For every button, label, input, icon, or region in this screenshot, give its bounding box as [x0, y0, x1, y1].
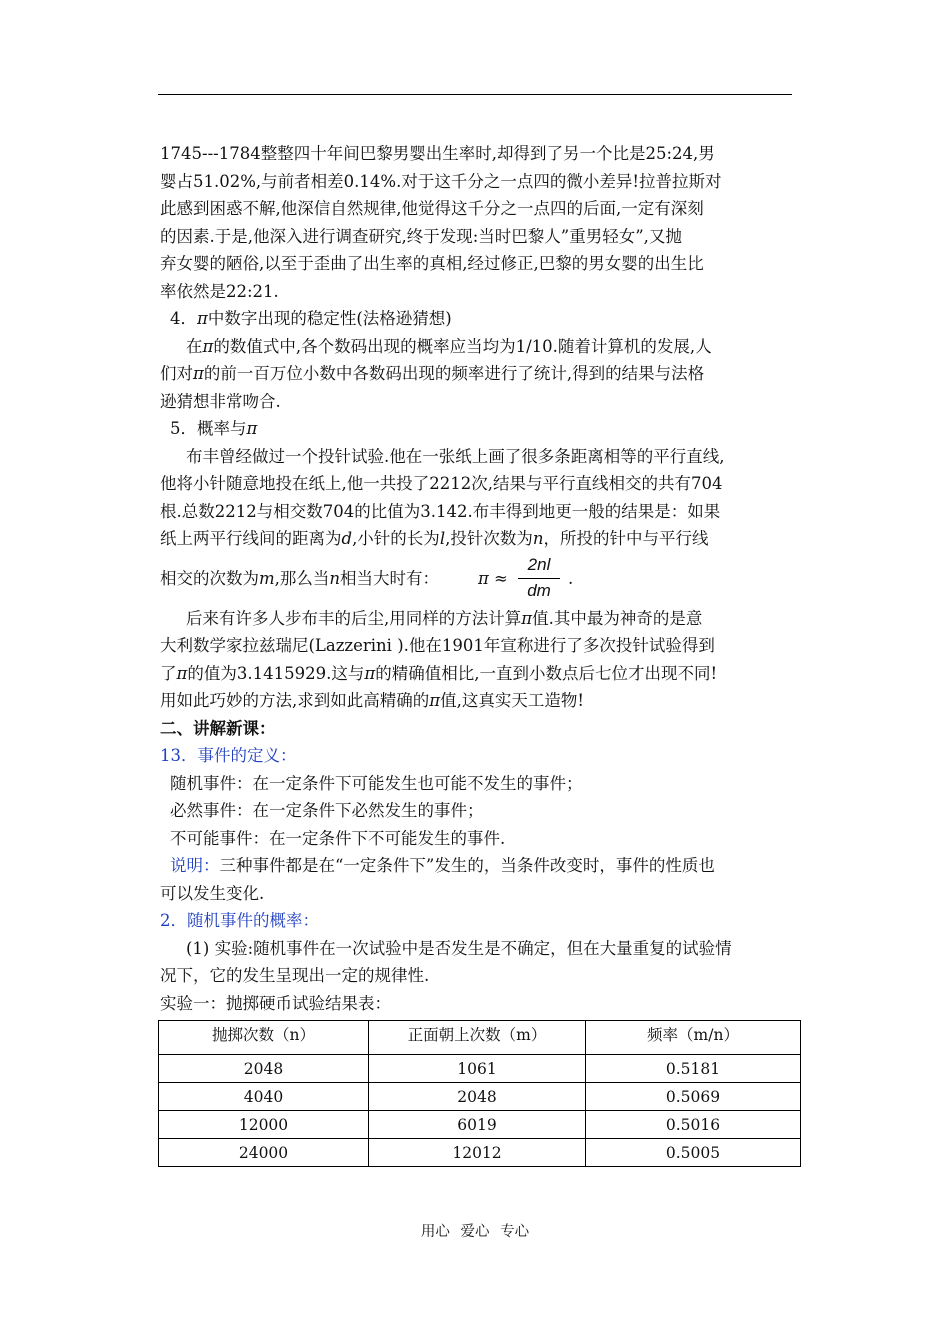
paragraph-line: 们对π的前一百万位小数中各数码出现的频率进行了统计,得到的结果与法格 [160, 364, 705, 383]
experiment-line: (1) 实验:随机事件在一次试验中是否发生是不确定，但在大量重复的试验情 [186, 938, 732, 958]
paragraph-line: 逊猜想非常吻合. [160, 391, 281, 411]
definition-random: 随机事件：在一定条件下可能发生也可能不发生的事件； [170, 773, 583, 793]
pi-symbol: π [202, 336, 214, 356]
page-footer: 用心 爱心 专心 [420, 1224, 530, 1240]
table-row [159, 1111, 801, 1139]
table-cell: 0.5005 [586, 1139, 801, 1167]
paragraph-line: 的因素.于是,他深入进行调查研究,终于发现:当时巴黎人”重男轻女”,又抛 [160, 226, 682, 246]
numerator: 2nl [527, 554, 551, 574]
paragraph-line: 了π的值为3.1415929.这与π的精确值相比,一直到小数点后七位才出现不同! [160, 663, 718, 683]
pi-symbol: π [478, 568, 489, 588]
approx-sign: ≈ [494, 568, 508, 588]
paragraph-line: 纸上两平行线间的距离为d,小针的长为l,投针次数为n，所投的针中与平行线 [160, 529, 709, 548]
note-label: 说明： [170, 856, 220, 875]
table-row [159, 1083, 801, 1111]
heading-4: 4．π中数字出现的稳定性(法格逊猜想) [170, 309, 452, 328]
table-cell: 0.5016 [586, 1111, 801, 1139]
denominator: dm [527, 580, 551, 600]
paragraph-line: 后来有许多人步布丰的后尘,用同样的方法计算π值.其中最为神奇的是意 [186, 608, 703, 628]
table-header: 抛掷次数（n） [159, 1021, 369, 1055]
table-cell: 6019 [369, 1111, 586, 1139]
prob-title: 2．随机事件的概率： [160, 911, 319, 930]
pi-symbol: π [197, 309, 208, 328]
pi-symbol: π [246, 419, 258, 438]
definition-impossible: 不可能事件：在一定条件下不可能发生的事件. [170, 828, 506, 848]
def-title: 13．事件的定义： [160, 746, 297, 765]
pi-symbol: π [193, 364, 204, 383]
table-header: 频率（m/n） [586, 1021, 801, 1055]
heading-5: 5．概率与π [170, 419, 258, 438]
table-row [159, 1055, 801, 1083]
paragraph-line: 弃女婴的陋俗,以至于歪曲了出生率的真相,经过修正,巴黎的男女婴的出生比 [160, 254, 704, 273]
table-caption: 实验一：抛掷硬币试验结果表： [160, 993, 391, 1013]
section-title: 二、讲解新课： [160, 718, 276, 738]
table-cell: 4040 [159, 1083, 369, 1111]
paragraph-line: 率依然是22:21. [160, 281, 279, 301]
paragraph-line: 根.总数2212与相交数704的比值为3.142.布丰得到地更一般的结果是：如果 [160, 501, 721, 521]
paragraph-line: 在π的数值式中,各个数码出现的概率应当均为1/10.随着计算机的发展,人 [186, 336, 712, 356]
formula-line: 相交的次数为m,那么当n相当大时有： π ≈ 2nl dm . [160, 553, 800, 605]
table-cell: 12012 [369, 1139, 586, 1167]
paragraph-line: 婴占51.02%,与前者相差0.14%.对于这千分之一点四的微小差异!拉普拉斯对 [160, 171, 722, 191]
pi-formula: π ≈ 2nl dm . [478, 554, 574, 600]
note-line-2: 可以发生变化. [160, 883, 265, 903]
paragraph-line: 大利数学家拉兹瑞尼(Lazzerini ).他在1901年宣称进行了多次投针试验得到 [160, 636, 715, 655]
note-line: 说明：三种事件都是在“一定条件下”发生的，当条件改变时，事件的性质也 [170, 856, 715, 875]
table-cell: 12000 [159, 1111, 369, 1139]
table-cell: 24000 [159, 1139, 369, 1167]
paragraph-line: 用如此巧妙的方法,求到如此高精确的π值,这真实天工造物! [160, 691, 584, 710]
table-row [159, 1139, 801, 1167]
table-cell: 2048 [159, 1055, 369, 1083]
table-cell: 1061 [369, 1055, 586, 1083]
table-cell: 0.5181 [586, 1055, 801, 1083]
document-body [160, 140, 800, 1017]
table-cell: 2048 [369, 1083, 586, 1111]
paragraph-line: 布丰曾经做过一个投针试验.他在一张纸上画了很多条距离相等的平行直线, [186, 446, 725, 466]
header-rule [158, 94, 792, 95]
definition-certain: 必然事件：在一定条件下必然发生的事件； [170, 801, 484, 820]
fraction-bar [518, 578, 560, 579]
table-header: 正面朝上次数（m） [369, 1021, 586, 1055]
experiment-line-2: 况下，它的发生呈现出一定的规律性. [160, 966, 430, 985]
paragraph-line: 此感到困惑不解,他深信自然规律,他觉得这千分之一点四的后面,一定有深刻 [160, 199, 704, 218]
paragraph-line: 1745---1784整整四十年间巴黎男婴出生率时,却得到了另一个比是25:24,男 [160, 144, 715, 163]
coin-toss-table [158, 1020, 801, 1167]
paragraph-line: 他将小针随意地投在纸上,他一共投了2212次,结果与平行直线相交的共有704 [160, 474, 723, 493]
table-header-row [159, 1021, 801, 1055]
table-cell: 0.5069 [586, 1083, 801, 1111]
